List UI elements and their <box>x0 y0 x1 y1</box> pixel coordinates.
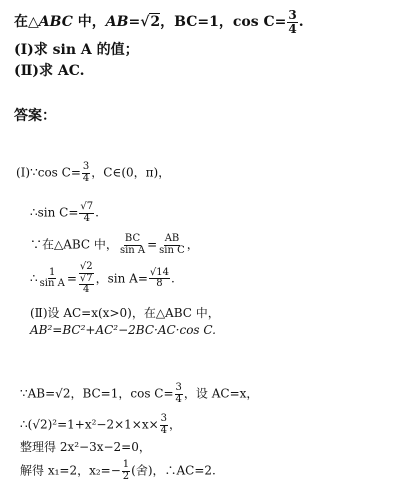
denominator: sin A <box>39 278 65 290</box>
denominator: 4 <box>83 212 90 224</box>
answer-part1-line <box>16 162 170 184</box>
text: ∵在△ABC 中， <box>30 237 118 252</box>
numerator: 1 <box>49 266 56 278</box>
numerator: √2 <box>79 261 93 272</box>
part2-line-2: AB²=BC²+AC²−2BC·AC·cos C. <box>30 323 216 337</box>
question-1: (Ⅰ)求 sin A 的值； <box>14 42 139 58</box>
text: . <box>170 271 175 286</box>
text: ，C∈(0，π)， <box>91 165 171 180</box>
denominator: sin C <box>159 244 185 256</box>
sqrt-2: 2 <box>150 14 161 31</box>
ab-label: AB <box>105 14 129 31</box>
text: ，sin A= <box>95 271 148 286</box>
denominator: 4 <box>288 21 297 36</box>
part2-line-1: (Ⅱ)设 AC=x(x>0)，在△ABC 中， <box>30 306 220 320</box>
text: ∵AB=√2，BC=1，cos C= <box>20 386 174 401</box>
text: = <box>147 237 158 252</box>
text: ∴ <box>30 271 38 286</box>
text: = <box>66 271 77 286</box>
fraction-1-2 <box>122 460 130 482</box>
numerator: √14 <box>149 266 169 278</box>
triangle-name: ABC <box>38 14 73 31</box>
fraction-3-4 <box>287 9 297 35</box>
text: ， <box>186 237 199 252</box>
alt-line-4 <box>20 460 216 482</box>
text: (舍)，∴AC=2. <box>131 463 216 478</box>
problem-line-1 <box>14 9 304 35</box>
text: 在△ <box>14 14 39 31</box>
denominator: 4 <box>82 172 90 184</box>
text: ， <box>169 417 182 432</box>
fraction-bc-sina <box>119 234 146 256</box>
alt-line-1 <box>20 383 258 405</box>
fraction-sqrt7-4 <box>79 202 94 224</box>
fraction-1-sina <box>39 268 66 290</box>
sin-a-calc-line <box>30 262 175 296</box>
fraction-compound <box>78 262 95 296</box>
alt-line-3: 整理得 2x²−3x−2=0， <box>20 440 151 454</box>
text: ，BC=1，cos C= <box>160 14 287 31</box>
fraction-3-4 <box>175 383 183 405</box>
inner-numerator: √7 <box>79 272 93 284</box>
text: . <box>298 14 304 31</box>
text: . <box>95 205 99 220</box>
question-2: (Ⅱ)求 AC. <box>14 63 85 79</box>
numerator: 3 <box>175 382 182 393</box>
denominator: 8 <box>156 278 163 290</box>
text: 解得 x₁=2，x₂=− <box>20 463 121 478</box>
numerator: 3 <box>288 8 297 22</box>
denominator: 4 <box>160 424 168 436</box>
law-of-sines-line <box>30 234 199 256</box>
fraction-ab-sinc <box>158 234 186 256</box>
alt-line-2 <box>20 414 181 436</box>
fraction-3-4 <box>82 162 90 184</box>
text: 中， <box>72 14 106 31</box>
numerator: √7 <box>80 201 94 212</box>
denominator: 2 <box>122 470 130 482</box>
nested-denominator <box>78 274 95 296</box>
text: ∴(√2)²=1+x²−2×1×x× <box>20 417 159 432</box>
text: ∴sin C= <box>30 205 79 220</box>
numerator: AB <box>164 233 180 244</box>
numerator: 3 <box>82 161 90 172</box>
denominator: sin A <box>119 244 146 256</box>
denominator: 4 <box>175 393 182 405</box>
text: =√ <box>128 14 150 31</box>
inner-denominator: 4 <box>83 284 90 295</box>
text: ，设 AC=x， <box>183 386 259 401</box>
fraction-sqrt14-8 <box>149 268 170 290</box>
numerator: 1 <box>122 459 130 470</box>
answer-heading: 答案： <box>14 108 56 124</box>
numerator: 3 <box>160 413 168 424</box>
fraction-3-4 <box>160 414 168 436</box>
numerator: BC <box>124 233 141 244</box>
text: (Ⅰ)∵cos C= <box>16 165 81 180</box>
sin-c-line <box>30 202 99 224</box>
